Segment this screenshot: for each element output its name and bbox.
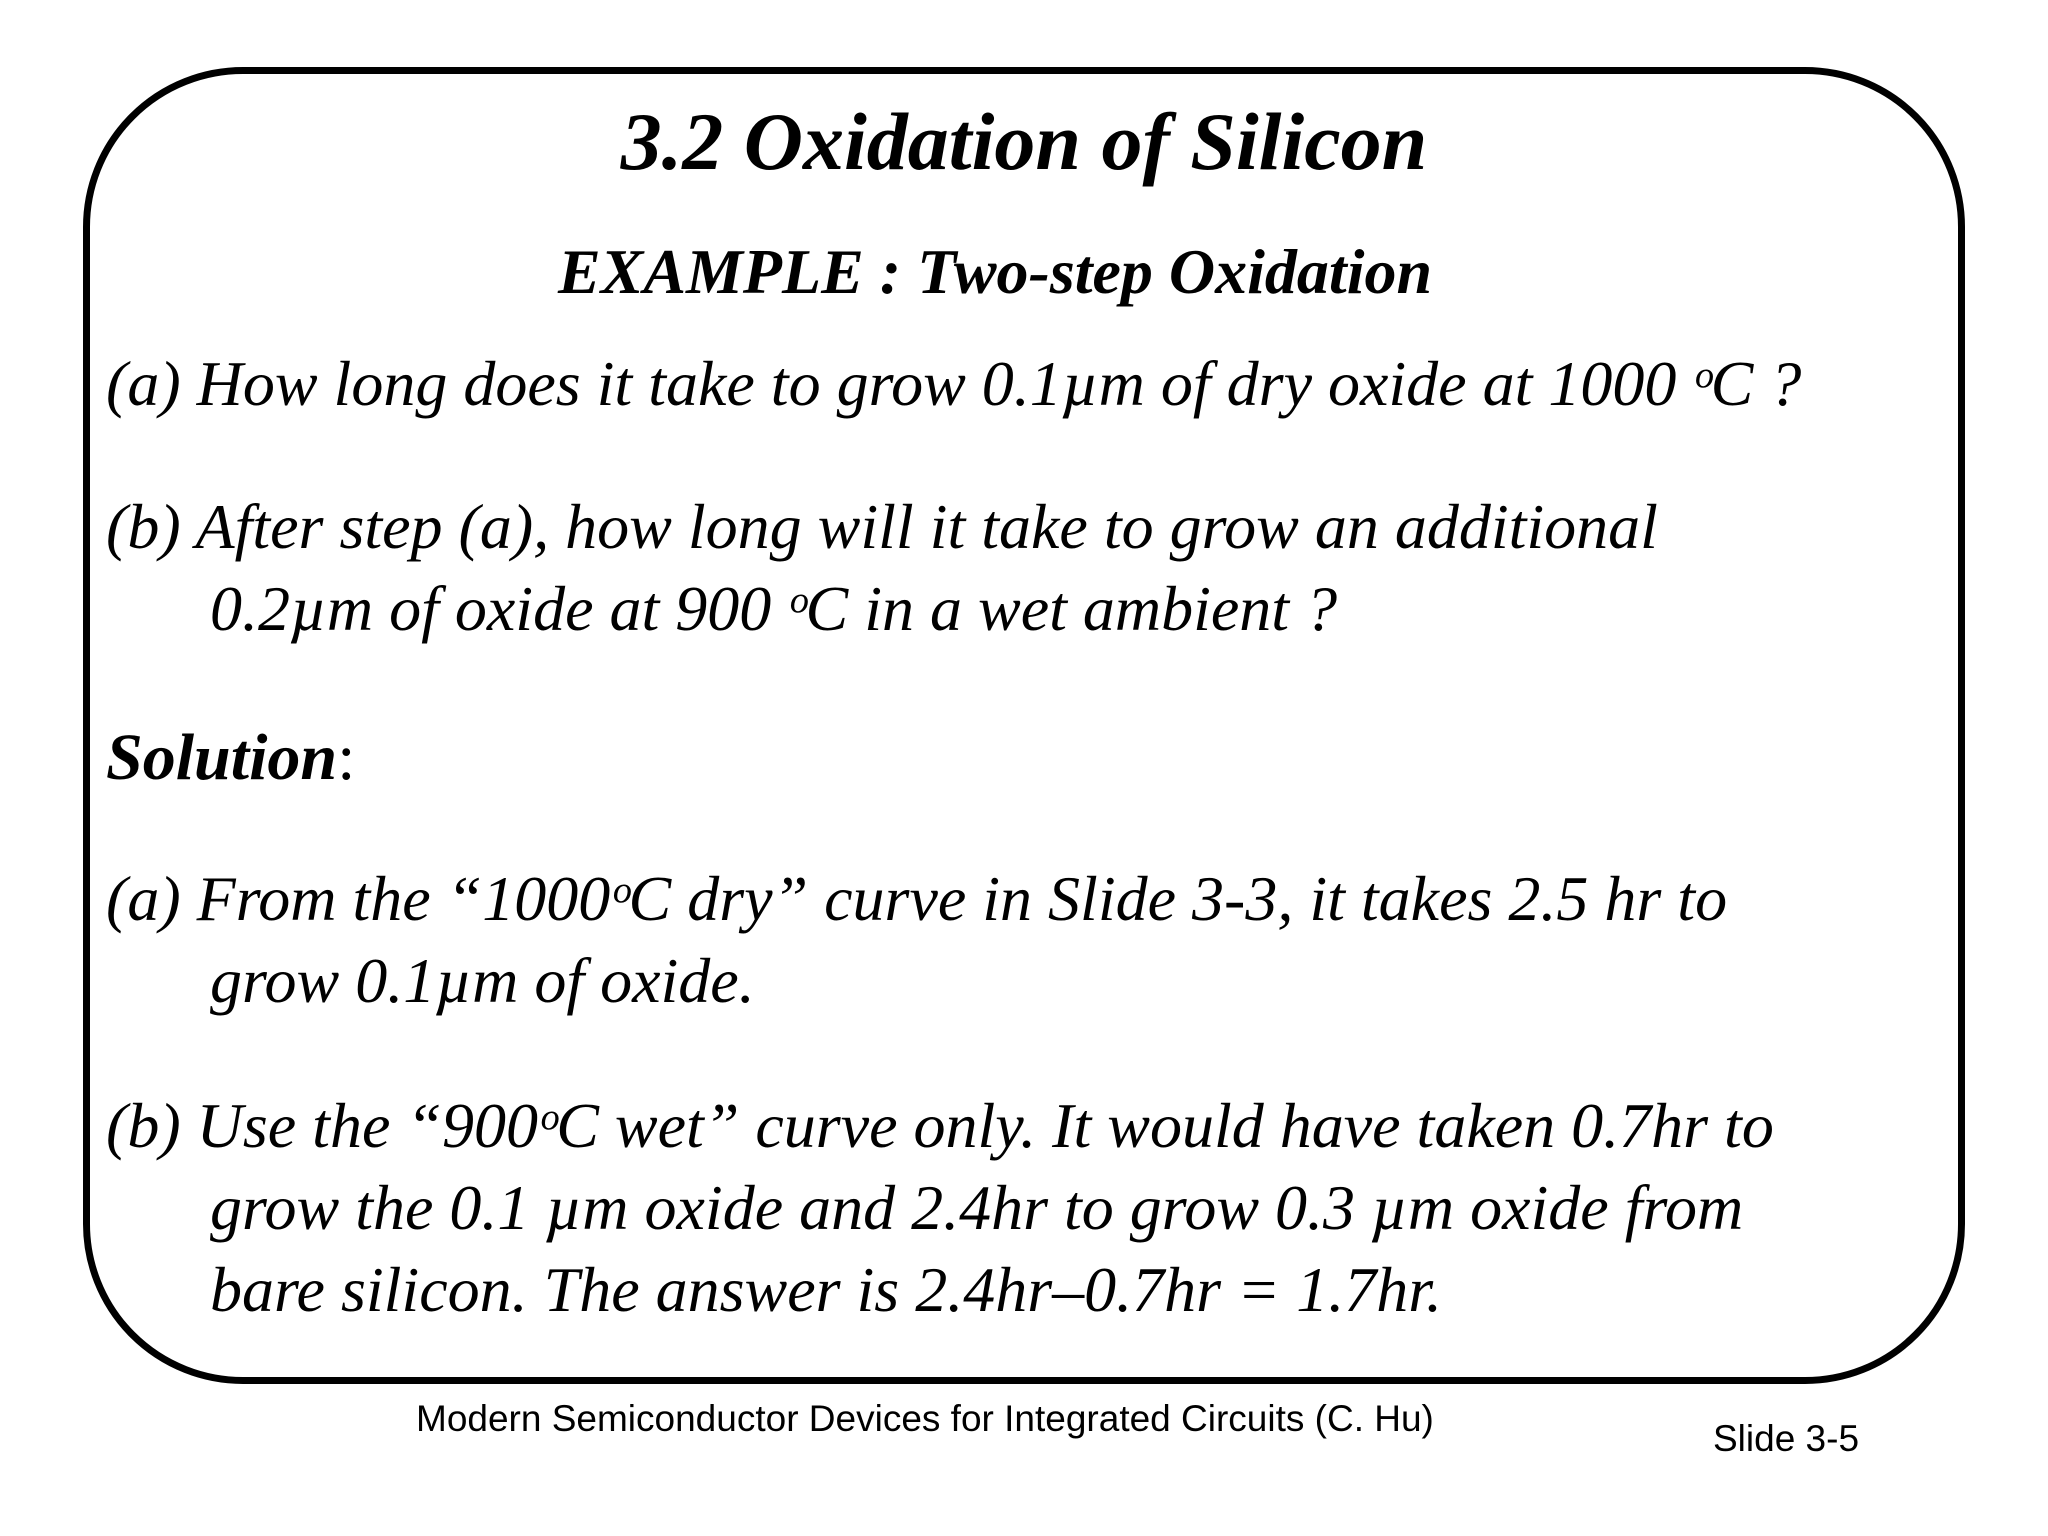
- answer-a-line-1: (a) From the “1000ᵒC dry” curve in Slide 3-3, it takes 2.5 hr to: [106, 863, 1728, 934]
- question-b-line-2: 0.2µm of oxide at 900 ᵒC in a wet ambient ?: [210, 573, 1338, 644]
- question-a: [106, 343, 1801, 425]
- question-b-line-1: (b) After step (a), how long will it take to grow an additional: [106, 491, 1658, 562]
- answer-a-line-2: grow 0.1µm of oxide.: [210, 945, 755, 1016]
- answer-b-line-1: (b) Use the “900ᵒC wet” curve only. It would have taken 0.7hr to: [106, 1090, 1774, 1161]
- answer-a: [106, 858, 1727, 1022]
- answer-b-line-2: grow the 0.1 µm oxide and 2.4hr to grow 0.3 µm oxide from: [210, 1172, 1744, 1243]
- solution-label: Solution: [106, 721, 338, 794]
- example-heading: EXAMPLE : Two-step Oxidation: [557, 236, 1433, 307]
- question-a-line: (a) How long does it take to grow 0.1µm of dry oxide at 1000 ᵒC ?: [106, 348, 1802, 419]
- slide-title: 3.2 Oxidation of Silicon: [620, 96, 1428, 187]
- solution-colon: :: [337, 721, 356, 794]
- answer-b-line-3: bare silicon. The answer is 2.4hr–0.7hr = 1.7hr.: [210, 1254, 1442, 1325]
- question-b: [106, 486, 1658, 650]
- footer-slide-number: Slide 3-5: [1713, 1418, 1860, 1459]
- solution-heading: [106, 716, 355, 800]
- answer-b: [106, 1085, 1774, 1331]
- footer-course-title: Modern Semiconductor Devices for Integrated Circuits (C. Hu): [416, 1398, 1434, 1439]
